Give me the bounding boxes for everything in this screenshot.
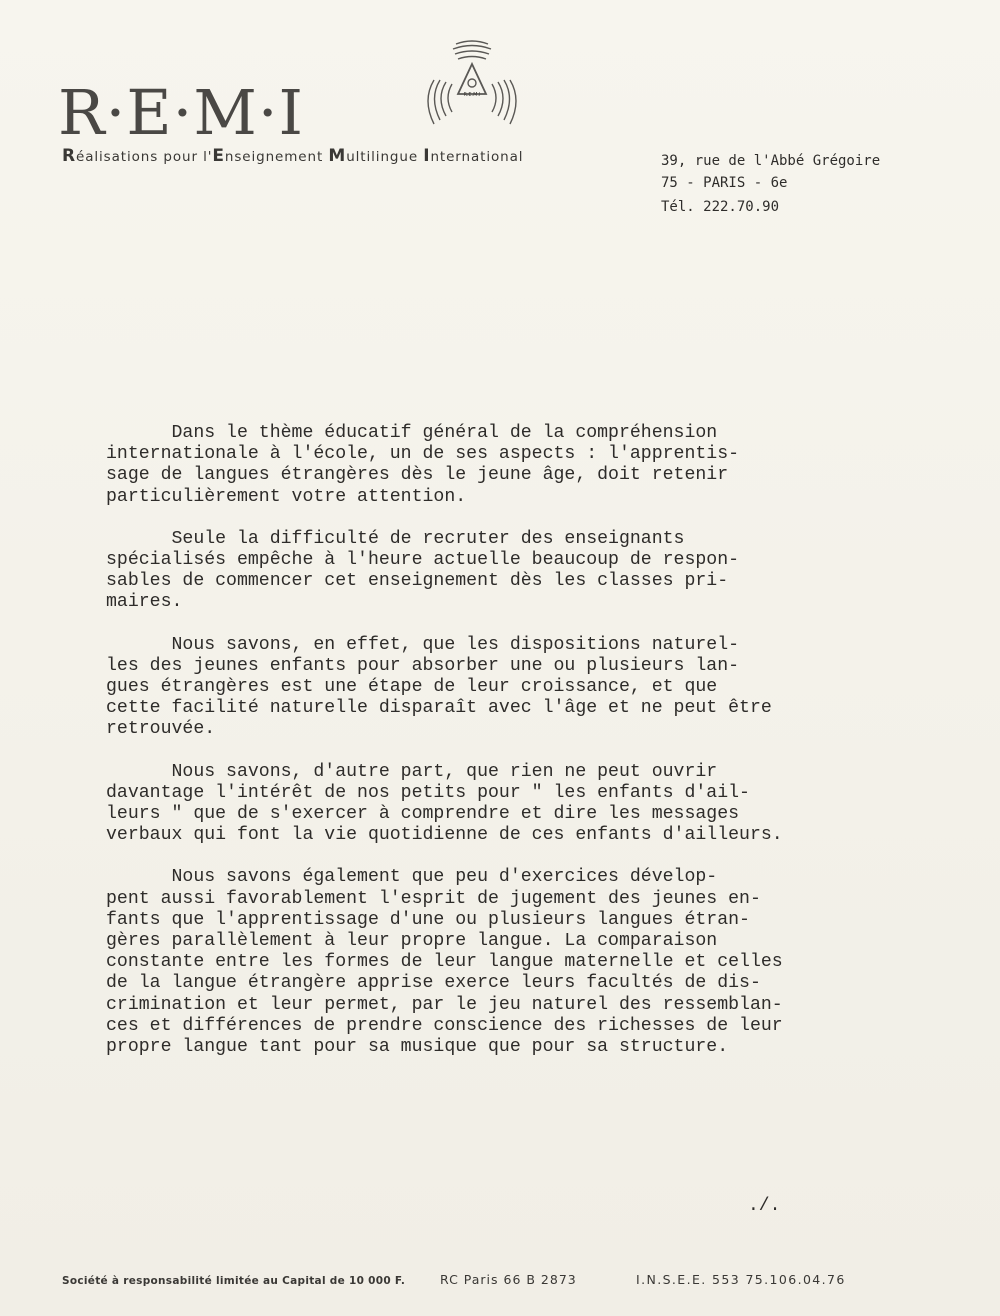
address-street: 39, rue de l'Abbé Grégoire [661,153,881,169]
text-line: pent aussi favorablement l'esprit de jugement des jeunes en- [106,888,761,909]
text-line: leurs " que de s'exercer à comprendre et dire les messages [106,804,740,825]
text-line: gères parallèlement à leur propre langue. La comparaison [106,931,718,952]
paragraph-3 [106,635,906,741]
address-phone: Tél. 222.70.90 [661,199,780,215]
tagline-initial: R [62,146,76,166]
text-line: Nous savons, d'autre part, que rien ne peut ouvrir [106,761,718,782]
text-line: de la langue étrangère apprise exerce leurs facultés de dis- [106,973,761,994]
text-line: verbaux qui font la vie quotidienne de ces enfants d'ailleurs. [106,825,783,846]
rc-number: RC Paris 66 B 2873 [440,1272,577,1287]
tagline-word: éalisations pour l' [76,149,213,165]
paragraph-2 [106,529,906,614]
text-line: constante entre les formes de leur langue maternelle et celles [106,952,783,973]
text-line: ces et différences de prendre conscience des richesses de leur [106,1015,783,1036]
text-line: propre langue tant pour sa musique que pour sa structure. [106,1037,729,1058]
text-line: retrouvée. [106,719,216,740]
continuation-mark: ./. [748,1196,781,1216]
company-legal-info: Société à responsabilité limitée au Capital de 10 000 F. [62,1275,406,1287]
tagline-initial: E [212,146,225,166]
letterhead-footer [62,1272,846,1287]
tagline-word: nseignement [224,149,329,165]
text-line: sage de langues étrangères dès le jeune âge, doit retenir [106,465,729,486]
emblem-text: R.E.M.I [463,92,481,98]
text-line: fants que l'apprentissage d'une ou plusieurs langues étran- [106,909,750,930]
text-line: spécialisés empêche à l'heure actuelle beaucoup de respon- [106,550,740,571]
text-line: internationale à l'école, un de ses aspects : l'apprentis- [106,444,740,465]
address-city: 75 - PARIS - 6e [661,175,788,191]
paragraph-4 [106,762,906,847]
text-line: sables de commencer cet enseignement dès les classes pri- [106,571,729,592]
address-block [661,150,880,218]
logo-wordmark: R·E·M·I [58,76,305,149]
text-line: les des jeunes enfants pour absorber une ou plusieurs lan- [106,655,740,676]
tagline-word: nternational [430,149,524,165]
text-line: davantage l'intérêt de nos petits pour " les enfants d'ail- [106,782,750,803]
text-line: cette facilité naturelle disparaît avec l'âge et ne peut être [106,698,772,719]
text-line: particulièrement votre attention. [106,486,467,507]
tagline-initial: M [328,146,347,166]
text-line: Seule la difficulté de recruter des enseignants [106,528,685,549]
tagline-initial: I [423,146,431,166]
radio-waves-triangle-emblem-icon [420,36,524,132]
text-line: Dans le thème éducatif général de la compréhension [106,423,718,443]
paragraph-1 [106,423,906,508]
tagline-word: ultilingue [346,149,424,165]
text-line: Nous savons, en effet, que les dispositions naturel- [106,634,740,655]
text-line: Nous savons également que peu d'exercices dévelop- [106,867,718,888]
text-line: crimination et leur permet, par le jeu naturel des ressemblan- [106,994,783,1015]
letterhead-tagline [62,146,523,166]
text-line: maires. [106,592,183,613]
text-line: gues étrangères est une étape de leur croissance, et que [106,677,718,698]
paragraph-5 [106,867,906,1058]
insee-number: I.N.S.E.E. 553 75.106.04.76 [636,1272,846,1287]
letter-body [106,423,906,1079]
